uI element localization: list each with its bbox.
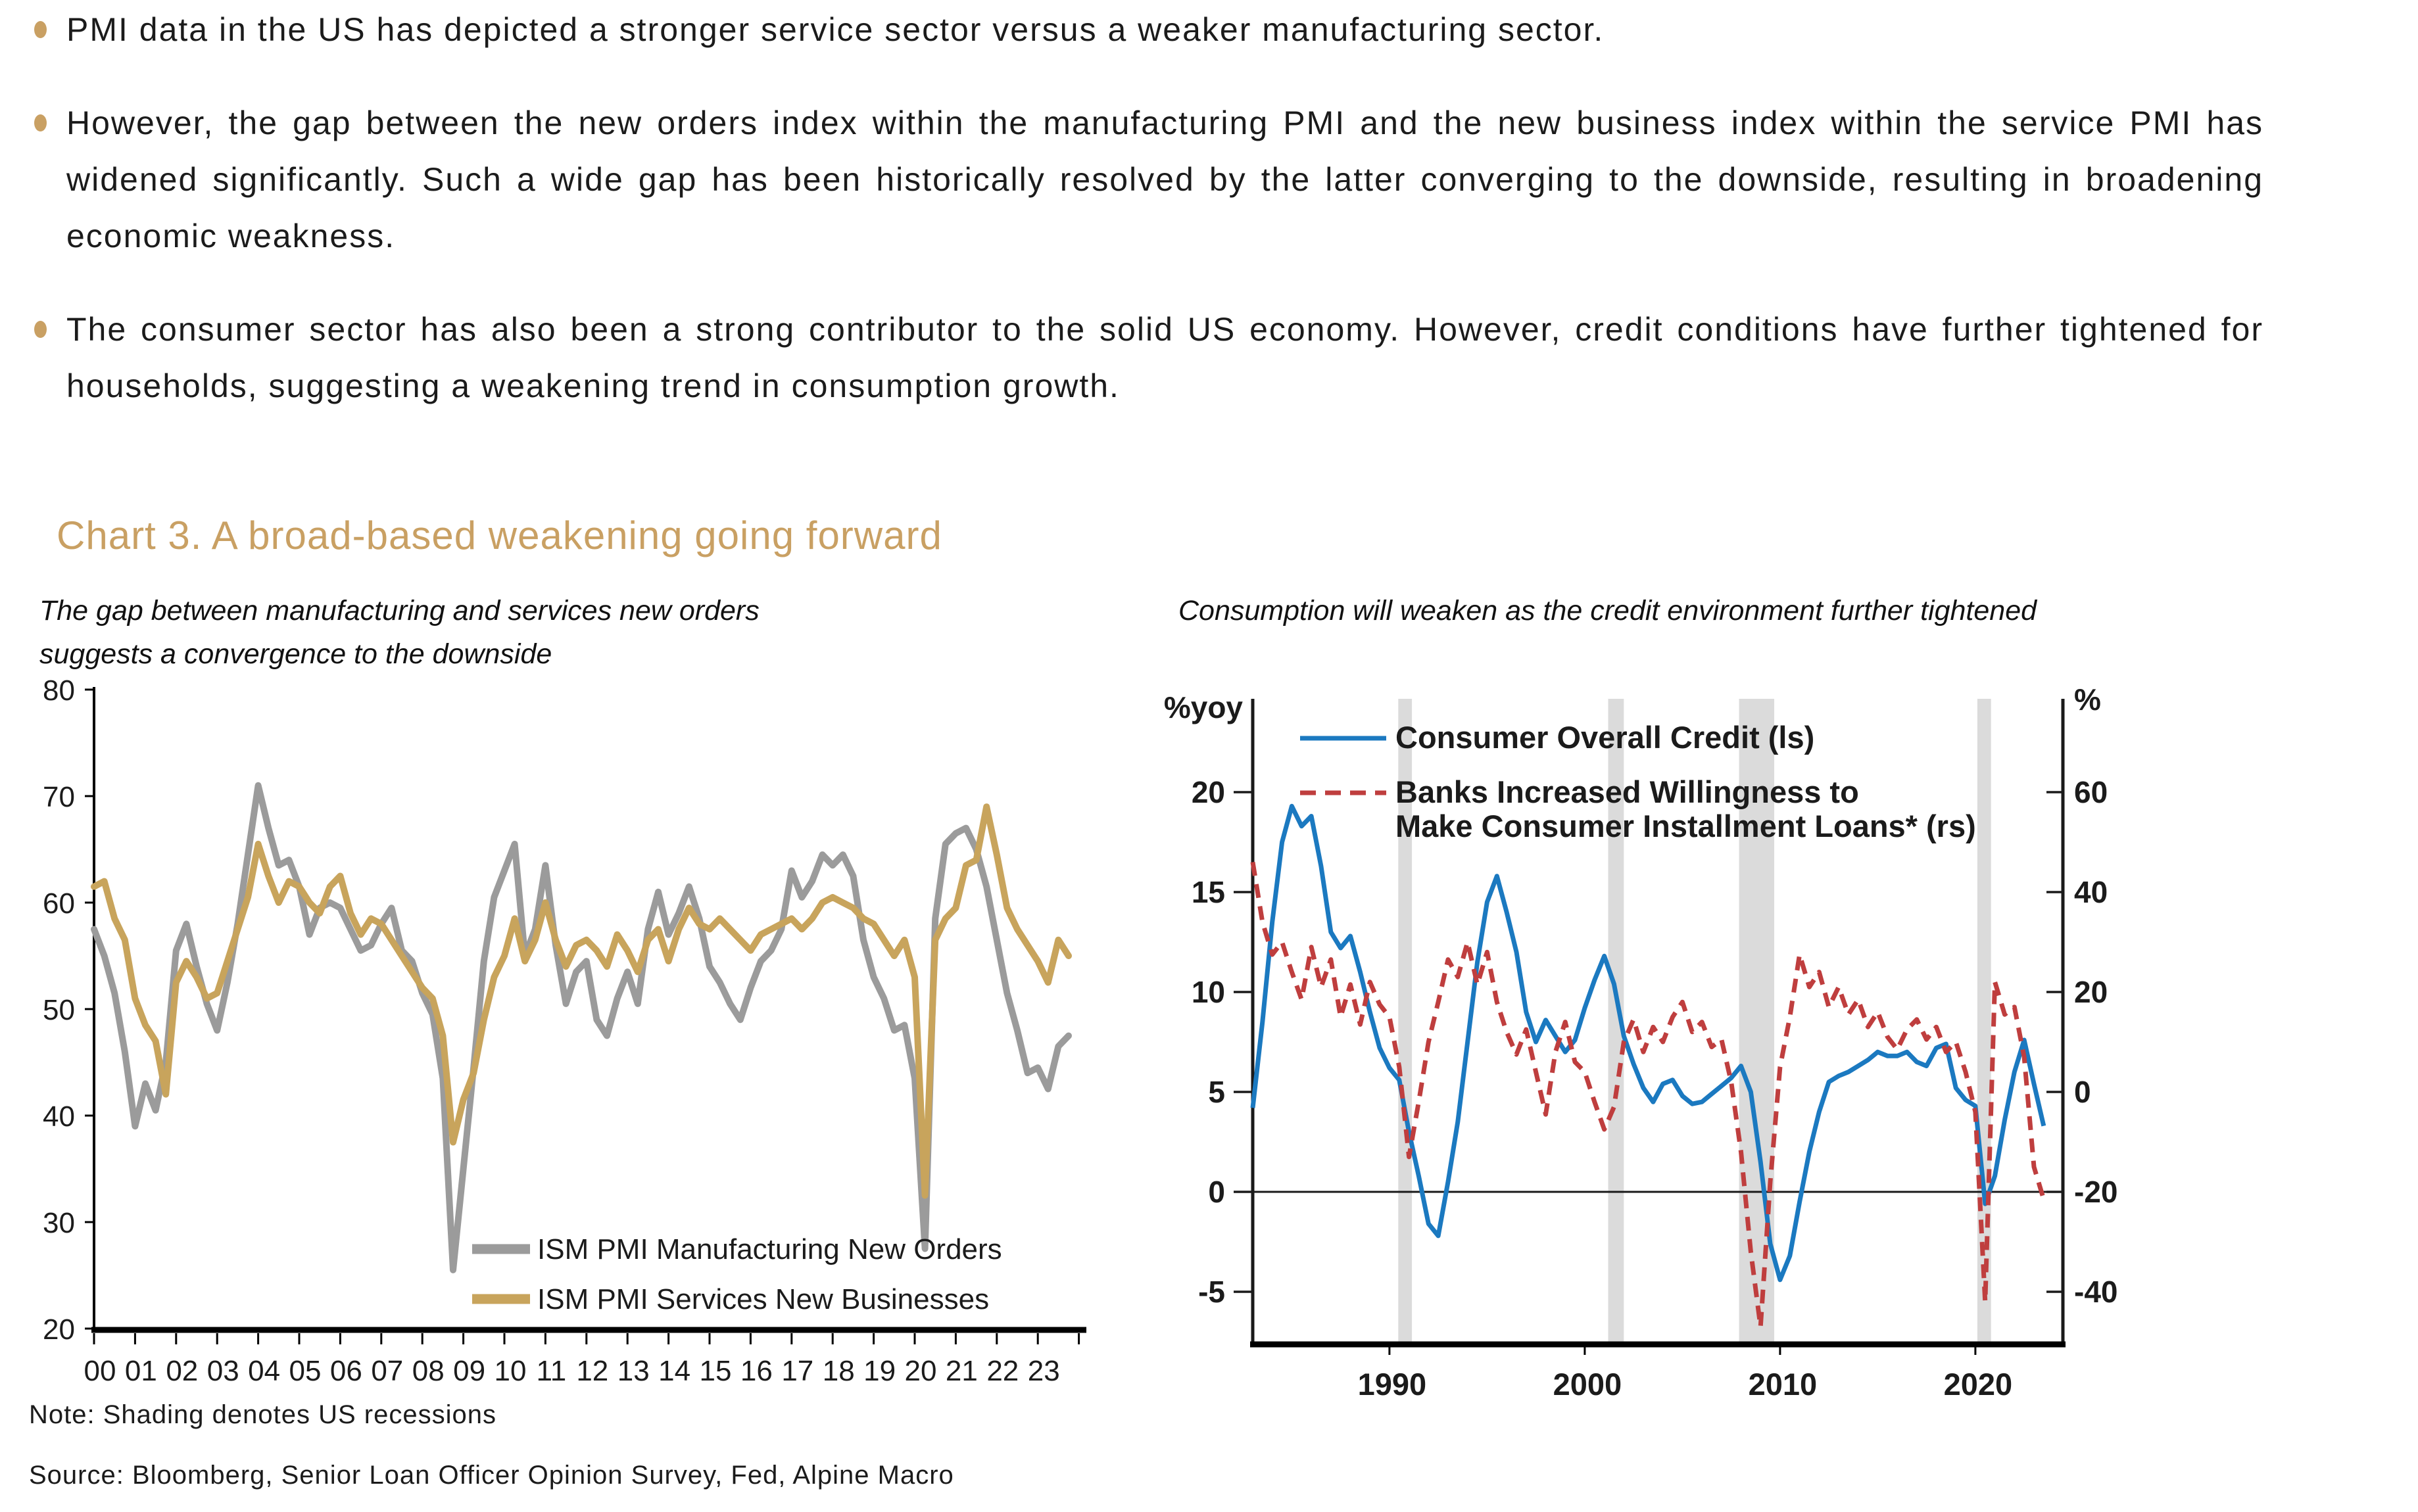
x-axis-tick-label: 17 bbox=[781, 1355, 814, 1387]
x-axis-tick-label: 06 bbox=[329, 1355, 362, 1387]
x-axis-tick-label: 2000 bbox=[1553, 1367, 1622, 1402]
y-axis-tick-label: 50 bbox=[43, 994, 75, 1026]
x-axis-tick-label: 05 bbox=[289, 1355, 322, 1387]
bullet-dot-icon bbox=[34, 321, 47, 338]
right-axis-tick-label: 40 bbox=[2074, 875, 2108, 909]
legend-label: ISM PMI Services New Businesses bbox=[537, 1283, 990, 1315]
left-axis-tick-label: -5 bbox=[1198, 1275, 1225, 1309]
note-text: Note: Shading denotes US recessions bbox=[29, 1400, 496, 1429]
right-axis-tick-label: -20 bbox=[2074, 1175, 2118, 1209]
left-axis-tick-label: 10 bbox=[1191, 975, 1225, 1009]
left-axis-tick-label: 20 bbox=[1191, 775, 1225, 809]
x-axis-tick-label: 16 bbox=[740, 1355, 773, 1387]
legend-label: Consumer Overall Credit (ls) bbox=[1395, 720, 1815, 755]
left-chart-subtitle: The gap between manufacturing and services new orders suggests a convergence to the downside bbox=[39, 595, 760, 670]
x-axis-tick-label: 02 bbox=[166, 1355, 199, 1387]
x-axis-tick-label: 2020 bbox=[1943, 1367, 2013, 1402]
x-axis-tick-label: 10 bbox=[494, 1355, 527, 1387]
bullet-item bbox=[34, 1, 2263, 58]
right-axis-tick-label: -40 bbox=[2074, 1275, 2118, 1309]
source-text: Source: Bloomberg, Senior Loan Officer Opinion Survey, Fed, Alpine Macro bbox=[29, 1461, 954, 1490]
x-axis-tick-label: 19 bbox=[863, 1355, 896, 1387]
x-axis-tick-label: 04 bbox=[248, 1355, 281, 1387]
right-axis-unit: % bbox=[2074, 682, 2101, 717]
bullet-text: The consumer sector has also been a strong contributor to the solid US economy. However, credit conditions have further tightened for households, suggesting a weakening trend in consumption growth. bbox=[66, 311, 2263, 404]
x-axis-tick-label: 03 bbox=[206, 1355, 239, 1387]
bullet-item bbox=[34, 301, 2263, 414]
x-axis-tick-label: 18 bbox=[822, 1355, 855, 1387]
y-axis-tick-label: 70 bbox=[43, 781, 75, 813]
x-axis-tick-label: 01 bbox=[124, 1355, 157, 1387]
left-axis-tick-label: 15 bbox=[1191, 875, 1225, 909]
right-chart-subtitle: Consumption will weaken as the credit environment further tightened bbox=[1178, 595, 2037, 626]
x-axis-tick-label: 23 bbox=[1027, 1355, 1060, 1387]
pmi-new-orders-chart bbox=[0, 671, 1131, 1420]
right-axis-tick-label: 0 bbox=[2074, 1075, 2091, 1109]
y-axis-tick-label: 30 bbox=[43, 1207, 75, 1239]
y-axis-tick-label: 40 bbox=[43, 1100, 75, 1133]
chart-section-title: Chart 3. A broad-based weakening going forward bbox=[57, 513, 942, 557]
x-axis-tick-label: 09 bbox=[453, 1355, 486, 1387]
x-axis-tick-label: 13 bbox=[617, 1355, 650, 1387]
bullet-dot-icon bbox=[34, 114, 47, 131]
x-axis-tick-label: 00 bbox=[84, 1355, 116, 1387]
right-axis-tick-label: 20 bbox=[2074, 975, 2108, 1009]
legend-label: ISM PMI Manufacturing New Orders bbox=[537, 1233, 1002, 1265]
bullet-item bbox=[34, 95, 2263, 264]
legend-label: Make Consumer Installment Loans* (rs) bbox=[1395, 809, 1976, 843]
x-axis-tick-label: 2010 bbox=[1748, 1367, 1818, 1402]
bullet-list bbox=[34, 1, 2263, 451]
left-axis-tick-label: 0 bbox=[1208, 1175, 1225, 1209]
x-axis-tick-label: 14 bbox=[658, 1355, 691, 1387]
bullet-text: PMI data in the US has depicted a stronger service sector versus a weaker manufacturing sector. bbox=[66, 11, 1605, 48]
legend-label: Banks Increased Willingness to bbox=[1395, 774, 1859, 809]
x-axis-tick-label: 21 bbox=[945, 1355, 978, 1387]
right-axis-tick-label: 60 bbox=[2074, 775, 2108, 809]
y-axis-tick-label: 60 bbox=[43, 887, 75, 920]
y-axis-tick-label: 80 bbox=[43, 674, 75, 707]
x-axis-tick-label: 07 bbox=[371, 1355, 404, 1387]
x-axis-tick-label: 20 bbox=[904, 1355, 937, 1387]
series-line bbox=[1253, 806, 2044, 1280]
x-axis-tick-label: 15 bbox=[699, 1355, 732, 1387]
x-axis-tick-label: 22 bbox=[986, 1355, 1019, 1387]
x-axis-tick-label: 12 bbox=[576, 1355, 609, 1387]
y-axis-tick-label: 20 bbox=[43, 1313, 75, 1346]
left-axis-unit: %yoy bbox=[1163, 690, 1243, 724]
x-axis-tick-label: 11 bbox=[536, 1355, 567, 1387]
left-axis-tick-label: 5 bbox=[1208, 1075, 1225, 1109]
series-line bbox=[94, 807, 1069, 1195]
x-axis-tick-label: 08 bbox=[412, 1355, 445, 1387]
x-axis-tick-label: 1990 bbox=[1357, 1367, 1427, 1402]
consumer-credit-chart bbox=[1157, 671, 2418, 1433]
bullet-text: However, the gap between the new orders index within the manufacturing PMI and the new business index within the service PMI has widened significantly. Such a wide gap has been historically resolved by the latter converging to the downside, resulting in broadening economic weakness. bbox=[66, 105, 2263, 254]
bullet-dot-icon bbox=[34, 21, 47, 38]
